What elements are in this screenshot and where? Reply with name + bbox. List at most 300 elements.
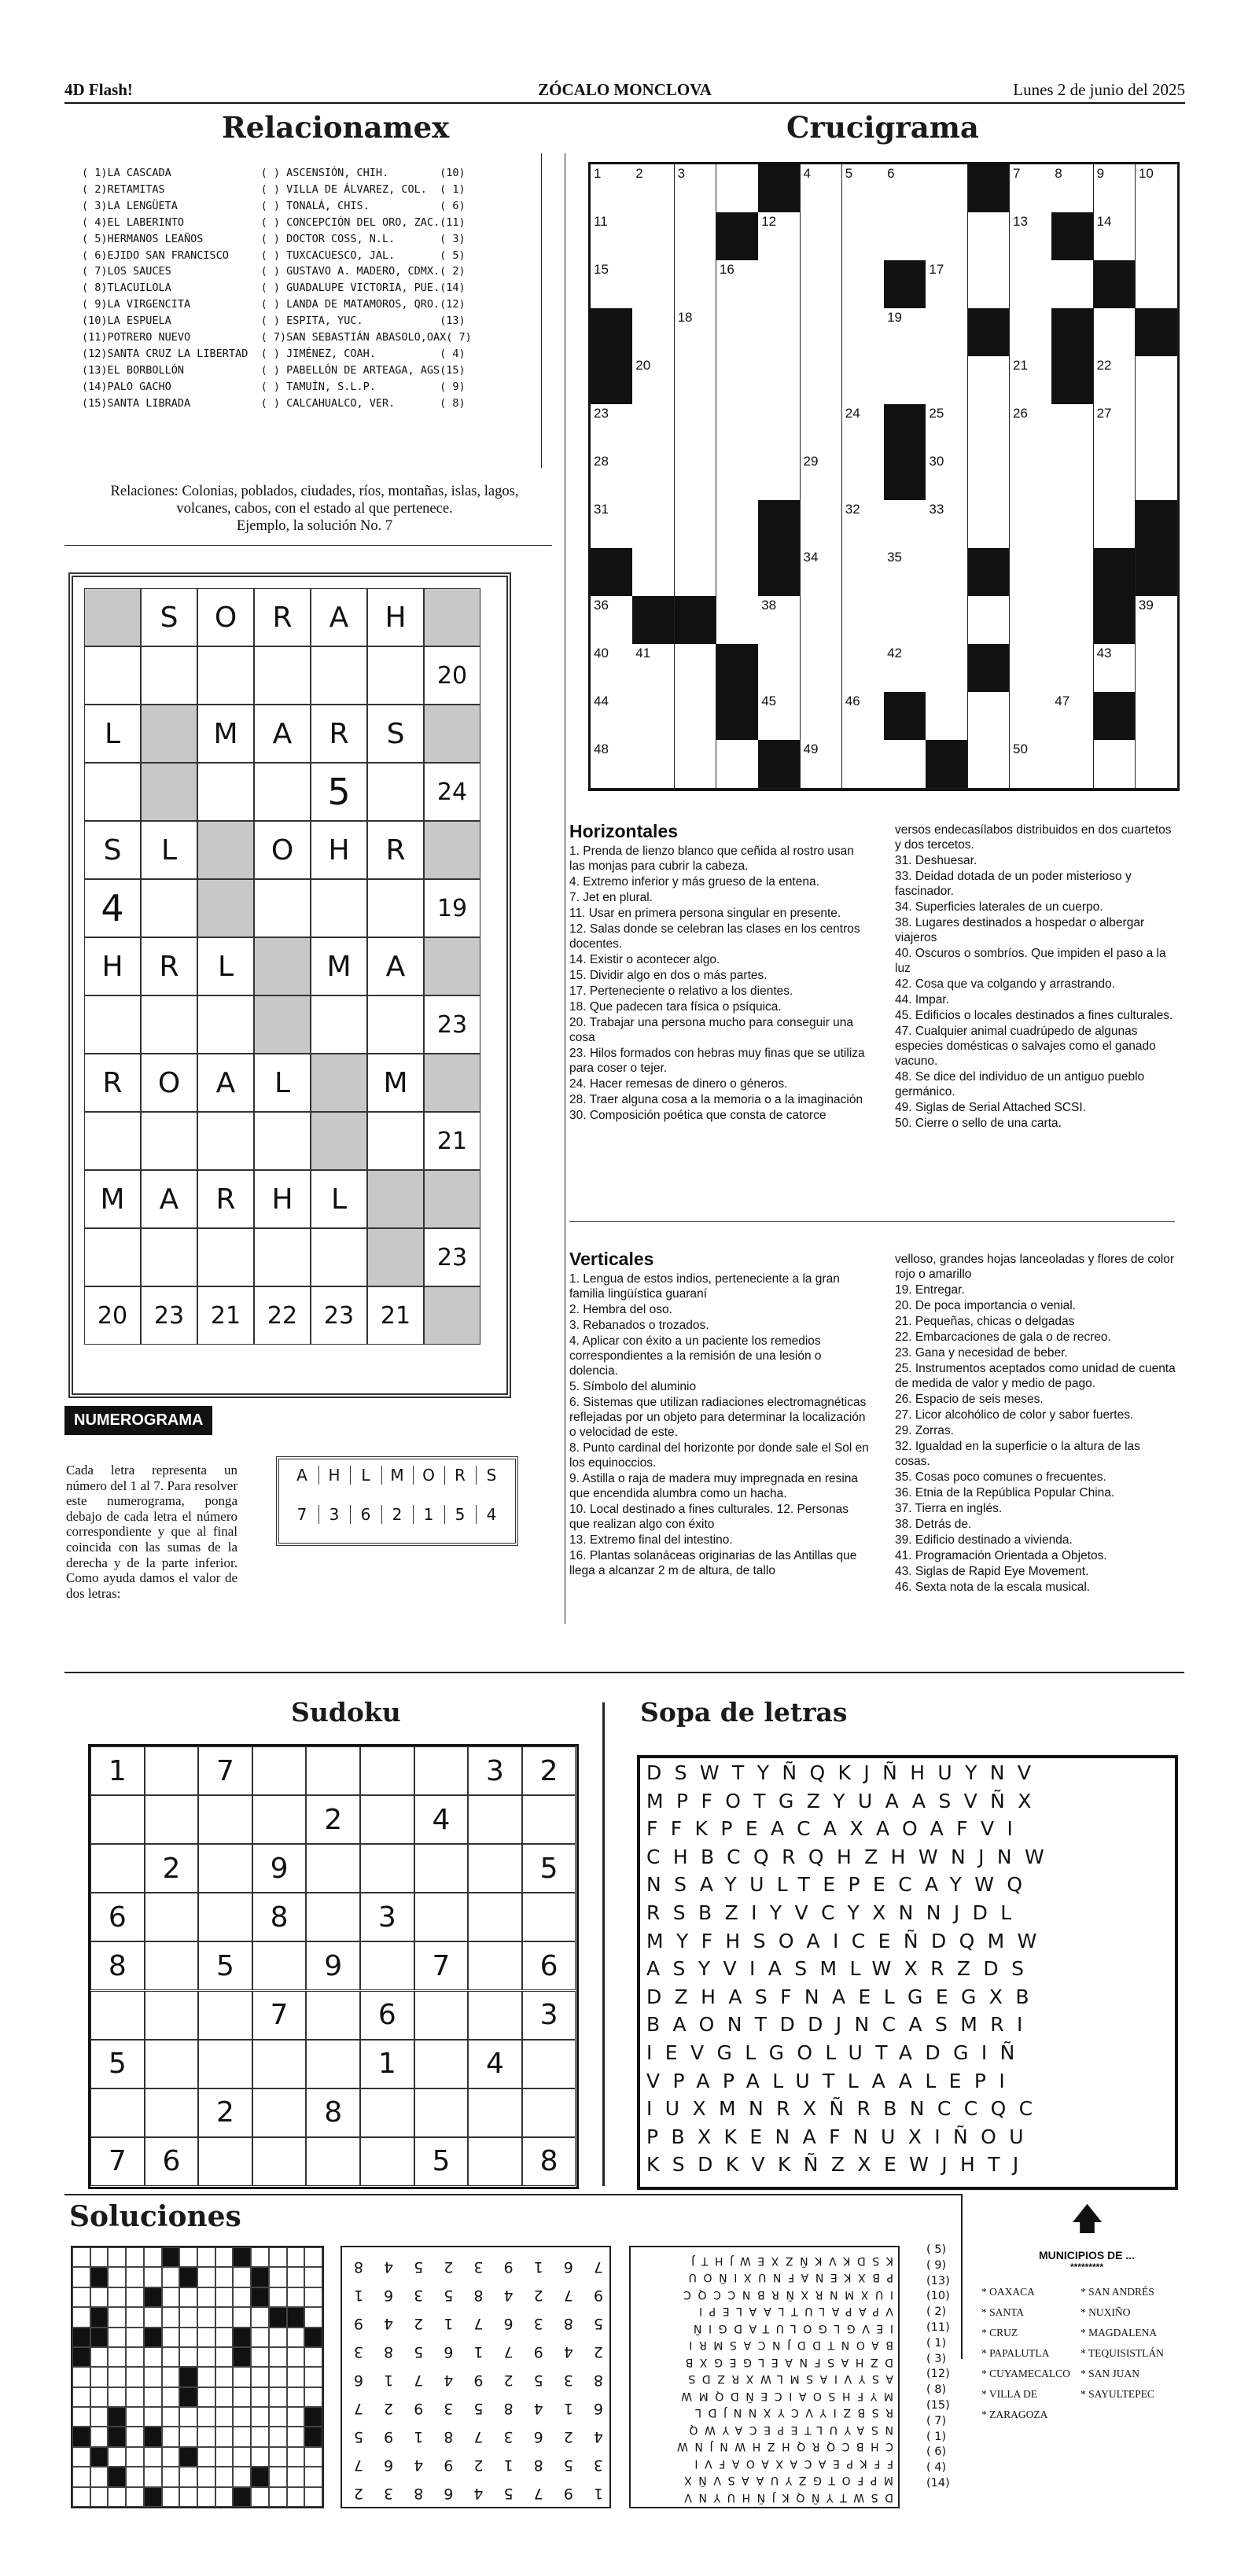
- solution-cell: [179, 2487, 197, 2507]
- word-search-row: MYFHSOAICEÑDQMW: [646, 1929, 1050, 1952]
- crossword-cell: [968, 548, 1011, 597]
- solution-cell: [251, 2387, 269, 2407]
- solution-cell: [233, 2247, 251, 2267]
- relacionamex-row: (13)EL BORBOLLÓN ( ) PABELLÓN DE ARTEAGA, AGS(15): [82, 363, 466, 377]
- crossword-cell: [884, 548, 926, 597]
- crossword-cell: [758, 500, 801, 549]
- solution-row: CHBCQRQHZHWNJNW: [670, 2440, 893, 2453]
- solution-cell: [233, 2387, 251, 2407]
- clue-number: 19: [887, 310, 903, 325]
- solution-row: 3 5 8 1 2 9 4 6 7: [345, 2456, 603, 2474]
- numerograma-cell: [367, 646, 424, 705]
- solution-row: FFKPEACAXAOAFVI: [687, 2457, 893, 2470]
- sudoku-cell: 9: [252, 1844, 307, 1893]
- crossword-cell: [591, 692, 633, 741]
- crossword-cell: [884, 308, 926, 357]
- solution-number: ( 1): [926, 2336, 947, 2350]
- solution-cell: [304, 2267, 322, 2287]
- clue-item: velloso, grandes hojas lanceoladas y flores de color rojo o amarillo: [895, 1253, 1174, 1281]
- solution-row: IEVGLGOLUTADGIÑ: [687, 2322, 893, 2335]
- crossword-cell: [884, 452, 926, 501]
- solution-cell: [108, 2387, 126, 2407]
- solution-cell: [251, 2307, 269, 2327]
- solution-cell: [197, 2328, 215, 2347]
- crossword-cell: [632, 452, 675, 501]
- sudoku-cell: 3: [468, 1746, 522, 1795]
- solution-cell: [179, 2427, 197, 2446]
- solution-cell: [72, 2427, 90, 2446]
- sudoku-cell: 8: [252, 1893, 307, 1941]
- numerograma-cell: 21: [424, 1112, 480, 1170]
- solution-cell: [269, 2407, 287, 2427]
- solution-cell: [251, 2267, 269, 2287]
- crucigrama-title: Crucigrama: [786, 110, 979, 145]
- solution-cell: [144, 2328, 162, 2347]
- sudoku-cell: [306, 1991, 360, 2040]
- clue-number: 15: [594, 262, 609, 277]
- numerograma-cell: [141, 879, 197, 937]
- clue-number: 2: [635, 166, 643, 181]
- sudoku-cell: [468, 1795, 522, 1844]
- solution-cell: [287, 2427, 305, 2446]
- numerograma-cell: [254, 1112, 311, 1170]
- crossword-cell: [1094, 692, 1136, 741]
- clue-item: 15. Dividir algo en dos o más partes.: [569, 969, 768, 982]
- crossword-cell: [842, 740, 885, 789]
- sudoku-cell: 9: [306, 1941, 360, 1990]
- key-value: 6: [350, 1505, 381, 1524]
- clue-number: 41: [635, 646, 651, 661]
- solution-cell: [251, 2407, 269, 2427]
- crossword-cell: [716, 596, 759, 645]
- solution-cell: [162, 2287, 180, 2307]
- crossword-cell: [1094, 452, 1136, 501]
- sudoku-cell: [306, 2137, 360, 2186]
- solution-cell: [233, 2347, 251, 2367]
- solution-cell: [90, 2287, 109, 2307]
- crossword-cell: [842, 692, 885, 741]
- solution-cell: [251, 2367, 269, 2386]
- solution-cell: [197, 2467, 215, 2486]
- solution-cell: [90, 2407, 109, 2427]
- numerograma-cell: [424, 821, 480, 879]
- numerograma-cell: R: [84, 1054, 141, 1112]
- solution-row: 7 6 1 9 3 2 5 4 8: [345, 2258, 603, 2276]
- solution-cell: [162, 2328, 180, 2347]
- solution-cell: [269, 2467, 287, 2486]
- section-label: 4D Flash!: [64, 80, 133, 99]
- sudoku-cell: [414, 2040, 469, 2088]
- sudoku-cell: [360, 2137, 414, 2186]
- numerograma-cell: S: [84, 821, 141, 879]
- solution-cell: [215, 2407, 234, 2427]
- sudoku-cell: [252, 2088, 307, 2137]
- numerograma-cell: A: [311, 588, 367, 646]
- clue-number: 36: [594, 598, 609, 613]
- crossword-cell: [926, 164, 968, 213]
- numerograma-cell: 24: [424, 763, 480, 821]
- clue-number: 13: [1013, 214, 1028, 229]
- clue-item: 48. Se dice del individuo de un antiguo pueblo germánico.: [895, 1070, 1145, 1098]
- sudoku-cell: [306, 1893, 360, 1941]
- crossword-cell: [801, 596, 843, 645]
- crossword-cell: [884, 740, 926, 789]
- sudoku-cell: [360, 1795, 414, 1844]
- solution-cell: [179, 2347, 197, 2367]
- clue-item: 33. Deidad dotada de un poder misterioso y fascinador.: [895, 870, 1132, 898]
- numerograma-cell: [367, 1112, 424, 1170]
- sudoku-grid: [88, 1744, 579, 2189]
- clue-item: 45. Edificios o locales destinados a fines culturales.: [895, 1009, 1173, 1022]
- clue-number: 33: [929, 502, 944, 517]
- relacionamex-row: (14)PALO GACHO ( ) TAMUÍN, S.L.P. ( 9): [82, 380, 466, 393]
- sudoku-title: Sudoku: [291, 1697, 401, 1728]
- numerograma-label: NUMEROGRAMA: [64, 1406, 212, 1435]
- solution-cell: [251, 2447, 269, 2467]
- solution-cell: [269, 2287, 287, 2307]
- crossword-cell: [591, 212, 633, 261]
- sudoku-cell: [145, 2040, 199, 2088]
- arrow-up-icon: 🡅: [1071, 2201, 1104, 2236]
- numerograma-cell: [367, 995, 424, 1054]
- word-search-row: BAONTDDJNCASMRI: [646, 2013, 1036, 2037]
- sudoku-cell: [145, 1795, 199, 1844]
- solution-cell: [269, 2427, 287, 2446]
- crossword-cell: [801, 692, 843, 741]
- solution-cell: [108, 2287, 126, 2307]
- numerograma-cell: H: [254, 1170, 311, 1228]
- numerograma-cell: [84, 588, 141, 646]
- clue-item: 42. Cosa que va colgando y arrastrando.: [895, 977, 1116, 991]
- clue-item: 13. Extremo final del intestino.: [569, 1533, 733, 1547]
- numerograma-cell: 19: [424, 879, 480, 937]
- solution-cell: [287, 2447, 305, 2467]
- crossword-cell: [1010, 404, 1052, 453]
- numerograma-cell: [197, 995, 254, 1054]
- clue-number: 17: [929, 262, 944, 277]
- numerograma-cell: [311, 1228, 367, 1286]
- solution-row: 9 7 2 4 8 5 3 6 1: [345, 2287, 603, 2304]
- solution-cell: [287, 2407, 305, 2427]
- numerograma-cell: R: [197, 1170, 254, 1228]
- solution-cell: [90, 2307, 109, 2327]
- numerograma-cell: A: [197, 1054, 254, 1112]
- solution-cell: [215, 2467, 234, 2486]
- numerograma-cell: M: [367, 1054, 424, 1112]
- solution-number: ( 3): [926, 2352, 947, 2365]
- clue-number: 12: [761, 214, 777, 229]
- crossword-cell: [1010, 740, 1052, 789]
- solution-number: ( 1): [926, 2430, 947, 2443]
- horizontal-clues-col2: [895, 822, 1178, 1132]
- solution-cell: [108, 2427, 126, 2446]
- crossword-cell: [758, 692, 801, 741]
- crossword-cell: [884, 260, 926, 309]
- numerograma-cell: [254, 937, 311, 995]
- key-value: 3: [318, 1505, 349, 1524]
- solution-cell: [126, 2307, 144, 2327]
- numerograma-cell: [197, 1112, 254, 1170]
- clue-number: 14: [1096, 214, 1112, 229]
- clue-item: 8. Punto cardinal del horizonte por donde sale el Sol en los equinoccios.: [569, 1441, 869, 1470]
- crossword-cell: [884, 596, 926, 645]
- solution-cell: [304, 2328, 322, 2347]
- solution-row: 5 8 3 6 7 1 2 4 9: [345, 2315, 603, 2332]
- solution-cell: [251, 2487, 269, 2507]
- solution-cell: [287, 2287, 305, 2307]
- numerograma-cell: M: [197, 705, 254, 763]
- solution-number: (12): [926, 2368, 950, 2381]
- clue-number: 1: [594, 166, 602, 181]
- crossword-cell: [1051, 596, 1094, 645]
- crossword-cell: [801, 644, 843, 693]
- crossword-cell: [1094, 596, 1136, 645]
- word-search-solution: [629, 2246, 900, 2508]
- solution-cell: [287, 2307, 305, 2327]
- solution-cell: [179, 2407, 197, 2427]
- crossword-cell: [968, 260, 1011, 309]
- crossword-cell: [591, 740, 633, 789]
- solution-cell: [215, 2267, 234, 2287]
- crossword-cell: [758, 596, 801, 645]
- crossword-cell: [1051, 356, 1094, 405]
- numerograma-cell: [424, 937, 480, 995]
- crossword-cell: [1051, 404, 1094, 453]
- crossword-cell: [968, 644, 1011, 693]
- crossword-cell: [758, 548, 801, 597]
- solution-cell: [162, 2347, 180, 2367]
- crossword-cell: [926, 260, 968, 309]
- clue-number: 16: [719, 262, 734, 277]
- solution-row: MYFHSOAICEÑDQMW: [674, 2390, 893, 2402]
- crossword-cell: [591, 356, 633, 405]
- crossword-cell: [675, 596, 717, 645]
- clue-item: 27. Licor alcohólico de color y sabor fuertes.: [895, 1408, 1134, 1422]
- solution-cell: [126, 2447, 144, 2467]
- clue-item: 16. Plantas solanáceas originarias de las Antillas que llega a alcanzar 2 m de altura, de tallo: [569, 1549, 857, 1577]
- solution-cell: [179, 2307, 197, 2327]
- clue-item: 23. Gana y necesidad de beber.: [895, 1346, 1068, 1360]
- solution-cell: [144, 2307, 162, 2327]
- solution-cell: [251, 2467, 269, 2486]
- sudoku-cell: [306, 1746, 360, 1795]
- clue-item: 40. Oscuros o sombríos. Que impiden el paso a la luz: [895, 947, 1166, 975]
- clue-item: 31. Deshuesar.: [895, 854, 977, 867]
- numerograma-cell: [141, 1228, 197, 1286]
- numerograma-cell: [424, 1286, 480, 1345]
- solution-cell: [90, 2328, 109, 2347]
- clue-item: 38. Detrás de.: [895, 1518, 972, 1531]
- crossword-cell: [801, 260, 843, 309]
- crossword-cell: [632, 356, 675, 405]
- solution-cell: [90, 2267, 109, 2287]
- solution-cell: [126, 2427, 144, 2446]
- crossword-cell: [842, 644, 885, 693]
- clue-number: 21: [1013, 358, 1028, 373]
- solution-row: KSDKVKÑZXEWJHTJ: [684, 2254, 893, 2267]
- crossword-cell: [801, 212, 843, 261]
- crossword-cell: [591, 596, 633, 645]
- solution-cell: [287, 2467, 305, 2486]
- crossword-cell: [675, 500, 717, 549]
- word-list-item: * SAYULTEPEC: [1080, 2388, 1154, 2400]
- word-list-item: * CUYAMECALCO: [981, 2368, 1070, 2379]
- sudoku-solution: [341, 2246, 611, 2508]
- sudoku-cell: [522, 2040, 576, 2088]
- relacionamex-row: (12)SANTA CRUZ LA LIBERTAD ( ) JIMÉNEZ, COAH. ( 4): [82, 347, 466, 360]
- crossword-cell: [1094, 164, 1136, 213]
- solution-cell: [72, 2387, 90, 2407]
- solution-cell: [162, 2307, 180, 2327]
- solution-row: 1 9 7 5 4 6 8 3 2: [345, 2485, 603, 2502]
- crossword-cell: [1010, 500, 1052, 549]
- solution-row: BAONTDDJNCASMRI: [682, 2339, 893, 2352]
- clue-item: 2. Hembra del oso.: [569, 1303, 672, 1316]
- crossword-cell: [842, 596, 885, 645]
- solution-row: RSBZIYVCYXNNJDL: [688, 2406, 893, 2420]
- word-list-col2: [1080, 2282, 1164, 2405]
- numerograma-cell: [311, 879, 367, 937]
- numerograma-cell: 22: [254, 1286, 311, 1345]
- solution-cell: [72, 2487, 90, 2507]
- solution-cell: [215, 2328, 234, 2347]
- solution-cell: [179, 2367, 197, 2386]
- clue-item: 5. Símbolo del aluminio: [569, 1380, 697, 1393]
- solution-cell: [233, 2467, 251, 2486]
- word-search-row: DSWTYÑQKJÑHUYNV: [646, 1761, 1044, 1784]
- crossword-grid: [588, 162, 1180, 791]
- crossword-cell: [884, 644, 926, 693]
- solution-cell: [269, 2247, 287, 2267]
- sudoku-cell: 8: [522, 2137, 576, 2186]
- solution-row: IUXMNRXÑRBNCCQC: [676, 2288, 893, 2301]
- solution-number: ( 8): [926, 2383, 947, 2397]
- sudoku-cell: [306, 2040, 360, 2088]
- solution-cell: [108, 2487, 126, 2507]
- solution-cell: [215, 2487, 234, 2507]
- solution-row: 6 1 4 8 5 3 9 2 7: [345, 2400, 603, 2417]
- sudoku-cell: 5: [414, 2137, 469, 2186]
- crossword-cell: [842, 164, 885, 213]
- solution-row: MPFOTGZYUAASVÑX: [677, 2474, 893, 2487]
- sudoku-cell: 7: [252, 1991, 307, 2040]
- clue-number: 30: [929, 454, 944, 469]
- sudoku-cell: [522, 1795, 576, 1844]
- solution-cell: [108, 2347, 126, 2367]
- solution-cell: [144, 2427, 162, 2446]
- crossword-cell: [675, 452, 717, 501]
- crossword-cell: [758, 212, 801, 261]
- clue-number: 49: [803, 742, 819, 756]
- sudoku-cell: [360, 2088, 414, 2137]
- solution-cell: [72, 2367, 90, 2386]
- solution-cell: [162, 2487, 180, 2507]
- solution-cell: [126, 2407, 144, 2427]
- numerograma-cell: O: [254, 821, 311, 879]
- solution-number: ( 5): [926, 2243, 947, 2256]
- sudoku-cell: 2: [198, 2088, 252, 2137]
- crossword-cell: [675, 164, 717, 213]
- crossword-cell: [926, 692, 968, 741]
- solution-cell: [304, 2407, 322, 2427]
- crossword-cell: [1051, 164, 1094, 213]
- clue-item: 49. Siglas de Serial Attached SCSI.: [895, 1101, 1086, 1114]
- numerograma-cell: 23: [141, 1286, 197, 1345]
- clue-item: 10. Local destinado a fines culturales. 12. Personas que realizan algo con éxito: [569, 1503, 849, 1531]
- crossword-cell: [801, 500, 843, 549]
- numerograma-cell: [254, 646, 311, 705]
- solution-cell: [90, 2247, 109, 2267]
- relacionamex-row: ( 6)EJIDO SAN FRANCISCO ( ) TUXCACUESCO, JAL. ( 5): [82, 248, 466, 262]
- crossword-cell: [1051, 548, 1094, 597]
- crossword-cell: [675, 356, 717, 405]
- crossword-cell: [842, 260, 885, 309]
- vertical-clues-col1: [569, 1249, 870, 1579]
- crossword-cell: [926, 308, 968, 357]
- key-letter: H: [318, 1466, 349, 1485]
- clue-item: 25. Instrumentos aceptados como unidad de cuenta de medida de valor y medio de pago.: [895, 1362, 1176, 1390]
- crossword-cell: [591, 260, 633, 309]
- crossword-cell: [884, 164, 926, 213]
- numerograma-cell: [254, 879, 311, 937]
- clue-item: 7. Jet en plural.: [569, 891, 653, 904]
- crossword-cell: [968, 500, 1011, 549]
- relacionamex-row: (15)SANTA LIBRADA ( ) CALCAHUALCO, VER. ( 8): [82, 396, 466, 410]
- crossword-cell: [758, 740, 801, 789]
- crossword-cell: [926, 548, 968, 597]
- key-value: 1: [413, 1505, 444, 1524]
- crossword-cell: [1051, 452, 1094, 501]
- crossword-cell: [591, 164, 633, 213]
- numerograma-cell: [141, 763, 197, 821]
- clue-item: 12. Salas donde se celebran las clases en los centros docentes.: [569, 922, 860, 951]
- crossword-cell: [842, 548, 885, 597]
- sudoku-cell: [145, 1893, 199, 1941]
- word-search-row: ASYVIASMLWXRZDS: [646, 1957, 1037, 1981]
- word-search-row: VPAPALUTLAALEPI: [646, 2069, 1018, 2092]
- sudoku-cell: [468, 1844, 522, 1893]
- crossword-cell: [801, 452, 843, 501]
- clue-item: versos endecasílabos distribuidos en dos cuartetos y dos tercetos.: [895, 823, 1172, 852]
- crossword-cell: [591, 404, 633, 453]
- numerograma-cell: 5: [311, 763, 367, 821]
- numerograma-cell: [424, 1170, 480, 1228]
- crossword-cell: [675, 692, 717, 741]
- solution-cell: [72, 2307, 90, 2327]
- solution-cell: [90, 2487, 109, 2507]
- crossword-cell: [1136, 548, 1178, 597]
- sudoku-cell: 3: [522, 1991, 576, 2040]
- solution-cell: [197, 2447, 215, 2467]
- solution-cell: [197, 2347, 215, 2367]
- clue-number: 47: [1055, 694, 1070, 708]
- solution-cell: [233, 2287, 251, 2307]
- crossword-cell: [591, 308, 633, 357]
- crossword-cell: [716, 740, 759, 789]
- key-letter: A: [296, 1466, 307, 1485]
- solution-cell: [304, 2307, 322, 2327]
- crossword-cell: [1010, 692, 1052, 741]
- solution-cell: [304, 2367, 322, 2386]
- solution-cell: [215, 2247, 234, 2267]
- word-list-item: * MAGDALENA: [1080, 2327, 1158, 2339]
- sudoku-cell: 6: [90, 1893, 145, 1941]
- crossword-cell: [632, 644, 675, 693]
- numerograma-cell: O: [141, 1054, 197, 1112]
- solution-cell: [108, 2267, 126, 2287]
- crossword-cell: [1010, 164, 1052, 213]
- clue-number: 28: [594, 454, 609, 469]
